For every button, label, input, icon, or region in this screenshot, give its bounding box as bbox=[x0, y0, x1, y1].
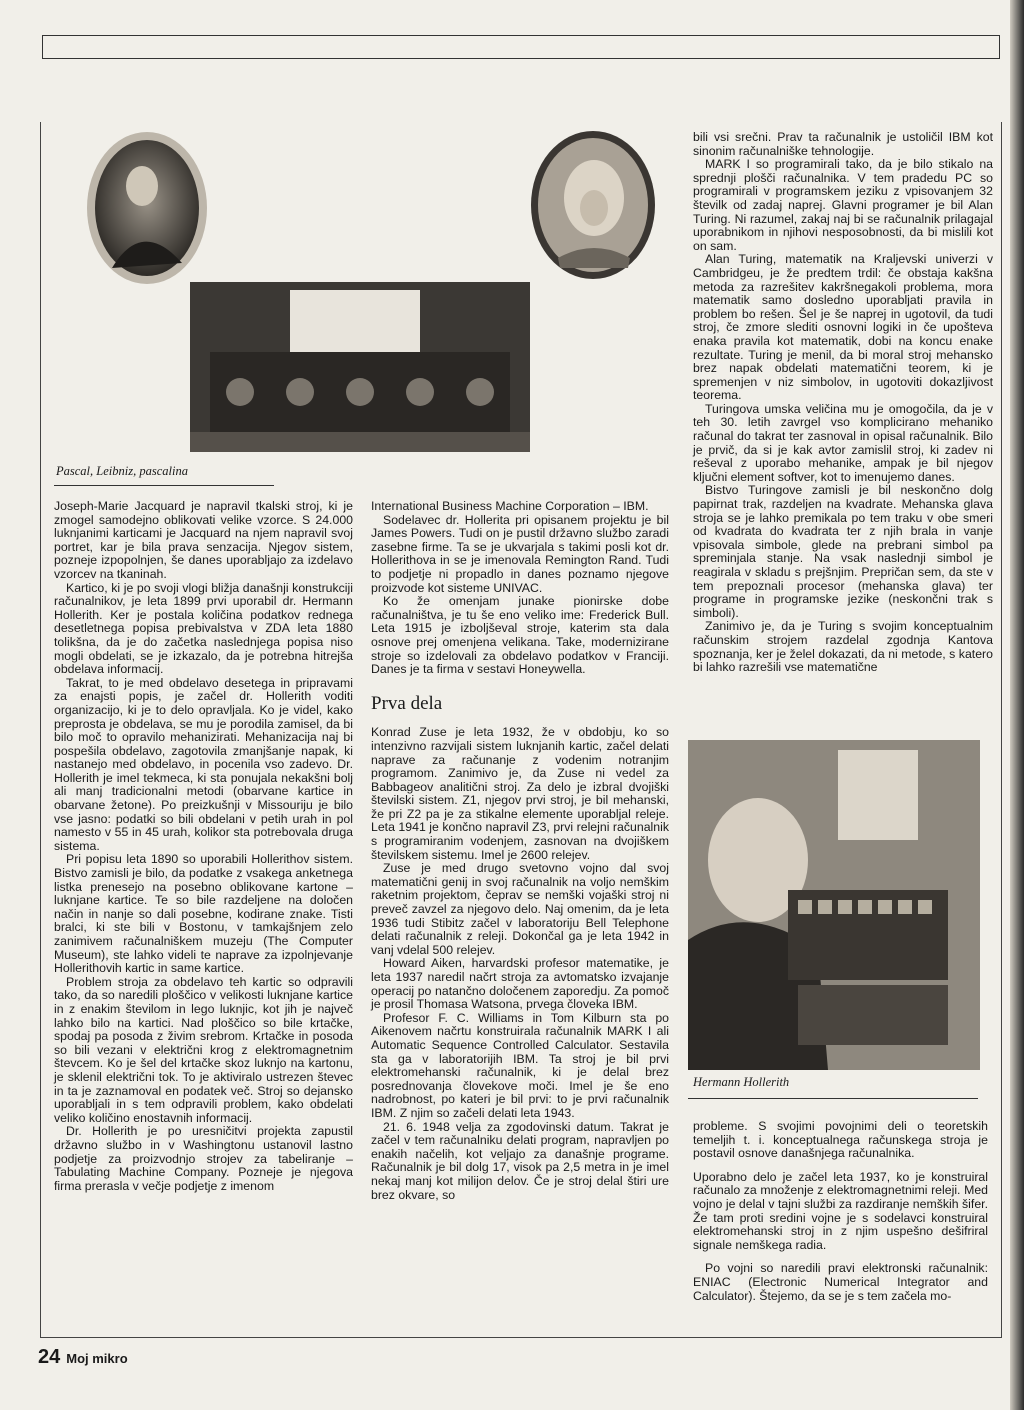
article-column-3-top bbox=[693, 131, 993, 675]
hollerith-photo bbox=[688, 740, 980, 1070]
header-rule-box bbox=[42, 35, 1000, 59]
article-column-3-bottom bbox=[693, 1120, 988, 1303]
paragraph: Howard Aiken, harvardski profesor matematike, je leta 1937 naredil načrt stroja za avtomatsko izvajanje operacij po natančno določenem zaporedju. Za pomoč je prosil Thomasa Watsona, prvega človeka IBM. bbox=[371, 956, 669, 1012]
paragraph: bili vsi srečni. Prav ta računalnik je ustoličil IBM kot sinonim računalniške tehnologije. bbox=[693, 130, 993, 158]
article-column-1 bbox=[54, 500, 353, 1193]
pascal-portrait bbox=[82, 128, 212, 288]
pascaline-photo bbox=[190, 282, 530, 452]
paragraph: Profesor F. C. Williams in Tom Kilburn sta po Aikenovem načrtu konstruirala računalnik MARK I ali Automatic Sequence Controlled Calculator. Sestavila sta ga v laboratorijih IBM. Ta stroj je bil prvi elektromehanski računalnik, ki je delal brez posrednovanja človekove moči. Imel je še eno nadrobnost, po kateri je bil prvi: to je prvi računalnik IBM. Z njim so začeli delati leta 1943. bbox=[371, 1010, 669, 1120]
leibniz-portrait bbox=[528, 128, 658, 283]
caption-rule bbox=[688, 1098, 978, 1099]
paragraph: MARK I so programirali tako, da je bilo stikalo na sprednji plošči računalnika. V tem pradedu PC so programirali v programskem jeziku z vpisovanjem 32 številk od zadaj naprej. Glavni programer je bil Alan Turing. Ni razumel, zakaj naj bi se računalnik prilagajal uporabnikom in njihovi nesposobnosti, da bi mislili kot on sam. bbox=[693, 157, 993, 253]
paragraph: Bistvo Turingove zamisli je bil neskončno dolg papirnat trak, razdeljen na kvadrate. Mehanska glava stroja se je lahko premikala po tem traku v obe smeri od kvadrata do kvadrata ter z njih brala in vanje vpisovala simbole, glede na prebrani simbol pa spreminjala stanje. Na vsak naslednji simbol je reagirala v skladu s prejšnjim. Prepričan sem, da ste v tem prepoznali procesor (mehanska glava) ter programe in programske jezike (neskončni trak s simboli). bbox=[693, 483, 993, 620]
binding-edge bbox=[1010, 0, 1024, 1410]
page-number: 24 bbox=[38, 1346, 61, 1368]
paragraph: probleme. S svojimi povojnimi deli o teoretskih temeljih t. i. konceptualnega računskega stroja je postavil osnove današnjega računalnika. bbox=[693, 1119, 988, 1161]
paragraph: Ko že omenjam junake pionirske dobe računalništva, je tu še eno veliko ime: Frederick Bull. Leta 1915 je izboljševal stroje, katerim sta dala osnove prej omenjena velikana. Take, modernizirane stroje so izdelovali za obdelavo podatkov v Franciji. Danes je ta firma v sestavi Honeywella. bbox=[371, 594, 669, 677]
paragraph: Dr. Hollerith je po uresničitvi projekta zapustil državno službo in v Washingtonu ustanovil lastno podjetje za proizvodnjo strojev za tabeliranje – Tabulating Machine Company. Pozneje je njegova firma prerasla v večje podjetje z imenom bbox=[54, 1124, 353, 1193]
paragraph: Zanimivo je, da je Turing s svojim konceptualnim računskim strojem razdelal zgodnja Kantova spoznanja, ker je želel dokazati, da ni metode, s katero bi lahko razrešili vse matematične bbox=[693, 619, 993, 675]
section-heading: Prva dela bbox=[371, 692, 443, 714]
paragraph: Joseph-Marie Jacquard je napravil tkalski stroj, ki je zmogel samodejno oblikovati velike vzorce. S 24.000 luknjanimi karticami je Jacquard na njem napravil svoj portret, kar je bila prava senzacija. Njegov sistem, pozneje izpopolnjen, še danes uporabljajo za izdelavo vzorcev na tkaninah. bbox=[54, 499, 353, 581]
paragraph: Uporabno delo je začel leta 1937, ko je konstruiral računalo za množenje z elektromagnetnimi releji. Med vojno je delal v tajni službi za razdiranje nemških šifer. Že tam proti sredini vojne je s sodelavci konstruiral elektromehanski stroj in z njim uspešno dešifriral signale nemškega radia. bbox=[693, 1169, 988, 1252]
page-footer bbox=[38, 1346, 128, 1369]
paragraph: Kartico, ki je po svoji vlogi bližja današnji konstrukciji računalnikov, je leta 1899 prvi uporabil dr. Hermann Hollerith. Ker je postala količina podatkov rednega desetletnega popisa prebivalstva v ZDA leta 1880 tolikšna, da je do začetka naslednjega popisa niso mogli obdelati, se je izkazalo, da je potrebna hitrejša obdelava informacij. bbox=[54, 580, 353, 677]
hollerith-caption: Hermann Hollerith bbox=[693, 1075, 790, 1089]
paragraph: Zuse je med drugo svetovno vojno dal svoj matematični genij in svoj računalnik na voljo nemškim raketnim projektom, čeprav se nemški vojaški stroj ni preveč zavzel za njegovo delo. Naj omenim, da je leta 1936 tudi Stibitz začel v laboratoriju Bell Telephone delati računalnik z releji. Dokončal ga je leta 1942 in vanj vdelal 500 relejev. bbox=[371, 861, 669, 957]
paragraph: Problem stroja za obdelavo teh kartic so odpravili tako, da so naredili ploščico v velikosti luknjane kartice in z enakim številom in lego luknjic, kot jih je največ lahko bilo na kartici. Nad ploščico so bile krtačke, spodaj pa posoda z živim srebrom. Krtačke in posoda so bili vezani v električni krog z elektromagnetnim števcem. Ko je šel del krtačke skoz luknjo na kartonu, je sklenil električni tok. To je aktiviralo ustrezen števec in ta je zaznamoval en podatek več. Stroj so dejansko uporabljali in s tem odpravili problem, kako obdelati veliko količino enostavnih informacij. bbox=[54, 974, 353, 1125]
paragraph: Po vojni so naredili pravi elektronski računalnik: ENIAC (Electronic Numerical Integrator and Calculator). Štejemo, da se je s tem začela mo- bbox=[693, 1261, 988, 1303]
paragraph: 21. 6. 1948 velja za zgodovinski datum. Takrat je začel v tem računalniku delati program, napravljen po enakih načelih, kot veljajo za današnje programe. Računalnik je bil dolg 17, visok pa 2,5 metra in je imel nekaj manj kot milijon delov. Če je stroj delal štiri ure brez okvare, so bbox=[371, 1119, 669, 1202]
paragraph: Pri popisu leta 1890 so uporabili Hollerithov sistem. Bistvo zamisli je bilo, da podatke z vsakega anketnega listka prenesejo na posebno oblikovane kartone – luknjane kartice. Te so bile razdeljene na določen način in nanje so dali posebne, kodirane znake. Tisti bralci, ki ste bili v Bostonu, v tamkajšnjem zelo zanimivem računalniškem muzeju (The Computer Museum), ste lahko videli te naprave za izpolnjevanje Hollerithovih kartic in same kartice. bbox=[54, 852, 353, 976]
article-column-2 bbox=[371, 500, 669, 1202]
paragraph: Konrad Zuse je leta 1932, že v obdobju, ko so intenzivno razvijali sistem luknjanih kartic, začel delati naprave za računanje z vodenim notranjim programom. Zanimivo je, da Zuse ni vedel za Babbageov analitični stroj. Za delo je izbral dvojiški številski sistem. Z1, njegov prvi stroj, je bil mehanski, že pri Z2 pa je za stikalne elemente uporabljal releje. Leta 1941 je končno napravil Z3, prvi relejni računalnik s programiranim vodenjem, zasnovan na dvojiškem številskem sistemu. Imel je 2600 relejev. bbox=[371, 725, 669, 862]
caption-rule bbox=[54, 485, 274, 486]
pascaline-caption: Pascal, Leibniz, pascalina bbox=[56, 464, 188, 478]
paragraph: International Business Machine Corporation – IBM. bbox=[371, 499, 649, 513]
publication-name: Moj mikro bbox=[66, 1351, 128, 1366]
paragraph: Alan Turing, matematik na Kraljevski univerzi v Cambridgeu, je že predtem trdil: če obstaja kakšna metoda za razrešitev kakršnegakoli problema, mora matematik samo dosledno uporabljati pravila in problem bo rešen. Šel je še naprej in ugotovil, da tudi stroj, če zmore slediti osnovni logiki in če upošteva enaka pravila kot matematik, dobi na koncu enake rezultate. Turing je menil, da bi moral stroj mehansko brez napak obdelati matematični teorem, ki je spremenjen v niz simbolov, in ugotoviti dokazljivost teorema. bbox=[693, 252, 993, 403]
paragraph: Sodelavec dr. Hollerita pri opisanem projektu je bil James Powers. Tudi on je pustil državno službo zaradi zasebne firme. Ta se je ukvarjala s takimi posli kot dr. Hollerithova in se je imenovala Remington Rand. Tudi to podjetje ni propadlo in danes poznamo njegove proizvode kot sisteme UNIVAC. bbox=[371, 512, 669, 595]
paragraph: Takrat, to je med obdelavo desetega in pripravami za enajsti popis, je začel dr. Hollerith voditi organizacijo, ki je to delo opravljala. Ko je videl, kako preprosta je obdelava, se mu je porodila zamisel, da bi bilo moč to opravilo mehanizirati. Mehanizacija naj bi pospešila obdelavo, zagotovila zmanjšanje napak, ki nastanejo med obdelavo, in pocenila vso zadevo. Dr. Hollerith je imel tekmeca, ki sta ponujala nekakšni bolj ali manj tradicionalni metodi (obarvane kartice in obarvane žetone). Po preizkušnji v Missouriju je bilo vse jasno: podatki so bili obdelani v petih urah in pol namesto v 55 in 45 urah, kolikor sta potrebovala druga sistema. bbox=[54, 675, 353, 853]
paragraph: Turingova umska veličina mu je omogočila, da je v teh 30. letih zavrgel vso komplicirano mehaniko računal do takrat ter zasnoval in opisal računalnik. Bilo je prvič, da si je kak avtor zamislil stroj, ki zadev ni reševal z uporabo mehanike, ampak je bil njegov ključni element softver, kot to imenujemo danes. bbox=[693, 401, 993, 484]
